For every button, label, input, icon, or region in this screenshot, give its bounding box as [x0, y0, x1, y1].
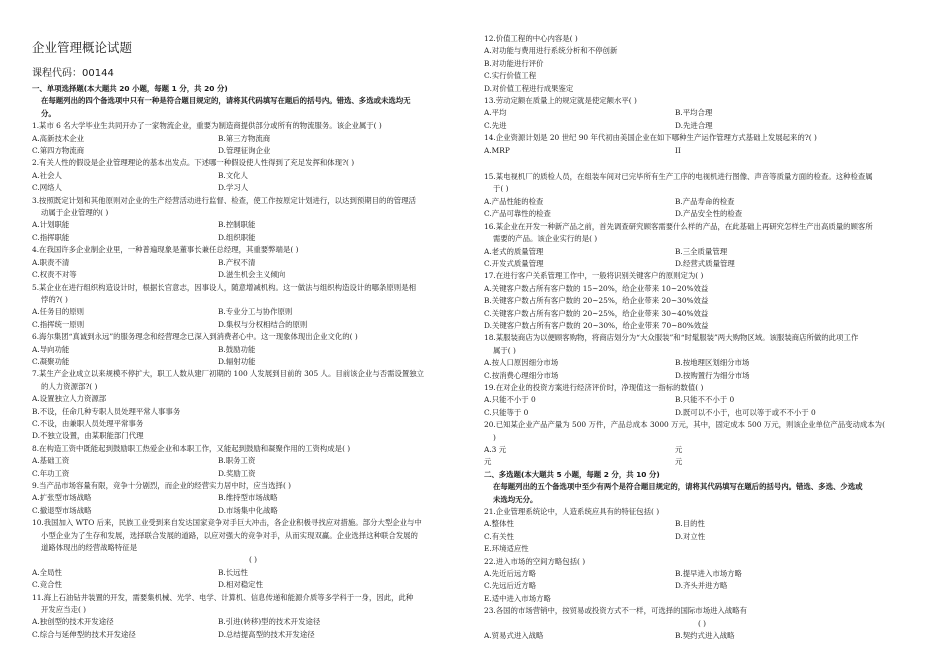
option-row	[484, 196, 920, 208]
option-line: C.实行价值工程	[484, 71, 537, 81]
option-left: A.导向功能	[32, 344, 70, 354]
course-code: 课程代码：00144	[32, 68, 114, 79]
option-left: A.社会人	[32, 170, 62, 180]
option-row	[484, 568, 920, 580]
option-line: B.不设，任命几种专职人员处理平常人事事务	[32, 406, 181, 416]
question-text: 8.在构造工资中既能起到鼓励职工热爱企业和本职工作，又能起到鼓励和凝聚作用的工资构成是( )	[32, 443, 351, 453]
option-left: A.基础工资	[32, 456, 70, 466]
option-row	[32, 232, 474, 244]
option-left: C.开发式质量管理	[484, 258, 544, 268]
option-line: A.关键客户数占所有客户数的 15~20%，给企业带来 10~20%效益	[484, 283, 709, 293]
option-right: B.引进(转移)型的技术开发途径	[218, 617, 321, 627]
question-text: 17.在进行客户关系管理工作中，一般将识别关键客户的原则定为( )	[484, 271, 704, 281]
option-right: B.鼓励功能	[218, 344, 256, 354]
section-heading: 二、多选题(本大题共 5 小题，每题 2 分，共 10 分)	[484, 469, 660, 479]
option-right: D.辐射功能	[218, 356, 256, 366]
option-row	[32, 468, 474, 480]
page-title: 企业管理概论试题	[32, 40, 133, 55]
option-left: A.全局性	[32, 567, 62, 577]
option-left: A.任务目的原则	[32, 307, 85, 317]
option-right: D.奖励工资	[218, 468, 256, 478]
option-right: 元	[675, 445, 683, 454]
question-text: 11.海上石油钻井装置的开发，需要集机械、光学、电学、计算机、信息传递和能源介质等多学科于一身，因此，此种	[32, 592, 414, 602]
option-left: A.先近后远方略	[484, 569, 537, 579]
option-row	[484, 407, 920, 419]
option-right: B.只能不不小于 0	[675, 395, 735, 405]
option-row	[32, 145, 474, 157]
question-text: 20.已知某企业产品产量为 500 万件，产品总成本 3000 万元，其中，固定成本 500 万元，则该企业单位产品变动成本为(	[484, 420, 885, 430]
option-row	[32, 356, 474, 368]
option-left: A.老式的质量管理	[484, 246, 544, 256]
option-line: B.对功能进行评价	[484, 58, 544, 68]
option-left: A.职责不清	[32, 257, 70, 267]
option-line: C.关键客户数占所有客户数的 20~25%，给企业带来 30~40%效益	[484, 308, 709, 318]
option-left: A.平均	[484, 108, 507, 118]
option-row	[484, 580, 920, 592]
option-left: C.竞合性	[32, 580, 62, 590]
option-left: C.产品可靠性的检查	[484, 209, 551, 219]
option-line: D.不独立设置，由某职能部门代理	[32, 431, 144, 441]
option-row	[484, 630, 920, 642]
section-instruction: 在每题列出的四个备选项中只有一种是符合题目规定的，请将其代码填写在题后的括号内。错选、多选或未选均无	[41, 96, 411, 106]
option-right: B.职务工资	[218, 456, 256, 466]
option-row	[32, 133, 474, 145]
option-left: A.产品性能的检查	[484, 196, 544, 206]
option-left: C.有关性	[484, 531, 514, 541]
question-text: 19.在对企业的投资方案进行经济评价时，净现值这一指标的数值( )	[484, 382, 704, 392]
option-right: B.文化人	[218, 170, 248, 180]
option-left: A.按人口原因细分市场	[484, 358, 559, 368]
option-row	[484, 518, 920, 530]
option-line: D.对价值工程进行成果鉴定	[484, 83, 574, 93]
answer-blank: ( )	[248, 555, 258, 565]
question-text-continued: 小型企业为了生存和发展，选择联合发展的道路，以应对强大的竞争对手，从而实现双赢。企业选择这种联合发展的	[41, 530, 418, 540]
option-row	[32, 170, 474, 182]
question-text: 22.进入市场的空间方略包括( )	[484, 556, 586, 566]
option-left: C.年功工资	[32, 468, 70, 478]
option-line: A.对功能与费用进行系统分析和不停创新	[484, 46, 618, 56]
question-text: 1.某市 6 名大学毕业生共同开办了一家物流企业，重要为制造商提供部分或所有的物流服务。该企业属于( )	[32, 121, 382, 131]
option-left: A.贸易式进入战略	[484, 631, 544, 641]
option-right: B.专业分工与协作原则	[218, 307, 293, 317]
option-right: D.经营式质量管理	[675, 258, 735, 268]
right-question-list	[484, 33, 920, 643]
section-instruction: 未选均无分。	[493, 494, 538, 504]
question-text-continued: 需要的产品。该企业实行的是( )	[493, 234, 598, 244]
option-right: D.相对稳定性	[218, 580, 263, 590]
left-question-list	[32, 83, 474, 641]
option-row	[484, 258, 920, 270]
option-row	[484, 145, 920, 157]
option-left: A.整体性	[484, 519, 514, 529]
option-left: C.先远后近方略	[484, 581, 537, 591]
question-text: 18.某服装商店为以便顾客购物，将商店划分为“大众服装”和“时髦服装”两大购物区域。该服装商店所做的此项工作	[484, 333, 859, 343]
question-text-continued: 道路体现出的经营战略特征是	[41, 543, 138, 553]
option-row	[32, 182, 474, 194]
option-left: C.指挥职能	[32, 232, 70, 242]
question-text: 3.按照既定计划和其他原则对企业的生产经营活动进行监督、检查，使工作按原定计划进行，以达到预期目的的管理活	[32, 195, 416, 205]
option-left: 元	[484, 457, 492, 467]
option-row	[484, 357, 920, 369]
question-text: 21.企业管理系统论中，人造系统应具有的特征包括( )	[484, 507, 660, 517]
option-left: C.按消费心理细分市场	[484, 370, 559, 380]
question-text: 23.各国的市场营销中，按贸易或投资方式不一样，可选择的国际市场进入战略有	[484, 606, 748, 616]
option-row	[484, 120, 920, 132]
option-left: C.撤退型市场战略	[32, 505, 92, 515]
question-text: 15.某电视机厂的质检人员，在组装车间对已完毕所有生产工序的电视机进行图像、声音等质量方面的检查。这种检查属	[484, 172, 873, 182]
question-text: 14.企业资源计划是 20 世纪 90 年代初由美国企业在如下哪种生产运作管理方式基础上发展起来的?( )	[484, 133, 817, 143]
section-instruction: 分。	[41, 108, 56, 118]
option-right: B.控制职能	[218, 220, 256, 230]
question-text-continued: )	[493, 432, 496, 442]
option-left: A.MRP	[484, 145, 510, 155]
option-row	[484, 394, 920, 406]
option-right: B.三全质量管理	[675, 246, 728, 256]
left-column	[32, 0, 474, 641]
spacer	[484, 157, 920, 171]
question-text: 2.有关人性的假设是企业管理理论的基本出发点。下述哪一种假设使人性得到了充足发挥和体现?( )	[32, 158, 355, 168]
option-row	[32, 219, 474, 231]
option-right: B.契约式进入战略	[675, 631, 735, 641]
option-left: C.网络人	[32, 183, 62, 193]
question-text-continued: 的人力资源部?( )	[41, 381, 98, 391]
option-right: B.平均合理	[675, 108, 713, 118]
option-right: B.长远性	[218, 567, 248, 577]
question-text-continued: 悖的?( )	[41, 294, 68, 304]
right-column	[484, 0, 920, 643]
option-line: E.适中进入市场方略	[484, 593, 551, 603]
question-text: 16.某企业在开发一种新产品之前，首先调查研究顾客需要什么样的产品，在此基础上再研究怎样生产出高质量的顾客所	[484, 221, 873, 231]
option-right: D.对立性	[675, 531, 706, 541]
option-left: C.先进	[484, 120, 507, 130]
option-row	[32, 306, 474, 318]
option-left: A.计划职能	[32, 220, 70, 230]
option-row	[32, 579, 474, 591]
question-text-continued: 动属于企业管理的( )	[41, 208, 109, 218]
option-right: D.滋生机会主义倾向	[218, 270, 286, 280]
option-right: B.提早进入市场方略	[675, 569, 742, 579]
option-row	[32, 505, 474, 517]
option-right: D.组织职能	[218, 232, 256, 242]
option-row	[484, 456, 920, 468]
option-row	[484, 107, 920, 119]
option-right: D.市场集中化战略	[218, 505, 278, 515]
option-left: C.指挥统一原则	[32, 319, 85, 329]
question-text: 9.当产品市场容量有限，竞争十分剧烈，而企业的经营实力居中时，应当选择( )	[32, 481, 292, 490]
option-left: C.综合与延伸型的技术开发途径	[32, 629, 136, 639]
question-text: 5.某企业在进行组织构造设计时，根据长官意志，因事设人，随意增减机构。这一做法与组织构造设计的哪条原则是相	[32, 282, 416, 292]
option-right: D.总结提高型的技术开发途径	[218, 629, 315, 639]
option-right: B.产品寿命的检查	[675, 196, 735, 206]
option-row	[32, 567, 474, 579]
question-text-continued: 于( )	[493, 184, 509, 194]
option-right: B.维持型市场战略	[218, 493, 278, 503]
option-left: C.凝聚功能	[32, 356, 70, 366]
option-row	[484, 444, 920, 456]
option-right: D.产品安全性的检查	[675, 209, 743, 219]
option-right: 元	[675, 457, 683, 467]
option-left: A.扩张型市场战略	[32, 493, 92, 503]
option-row	[484, 246, 920, 258]
option-row	[32, 616, 474, 628]
option-row	[484, 531, 920, 543]
option-right: II	[675, 145, 681, 155]
option-row	[32, 257, 474, 269]
option-right: B.产权不清	[218, 257, 256, 267]
question-text: 10.我国加入 WTO 后来，民族工业受到来自发达国家竞争对手巨大冲击，各企业积极寻找应对措施。部分大型企业与中	[32, 518, 422, 528]
answer-blank: ( )	[697, 618, 707, 628]
option-right: B.按地理区划细分市场	[675, 358, 750, 368]
option-row	[32, 344, 474, 356]
question-text-continued: 属于( )	[493, 345, 516, 355]
option-row	[32, 455, 474, 467]
question-text: 12.价值工程的中心内容是( )	[484, 34, 578, 43]
option-left: C.第四方物流商	[32, 146, 85, 156]
section-heading: 一、单项选择题(本大题共 20 小题，每题 1 分，共 20 分)	[32, 84, 228, 93]
option-row	[32, 319, 474, 331]
question-text: 7.某生产企业成立以来规模不停扩大，职工人数从建厂初期的 100 人发展到目前的 305 人。目前该企业与否需设置独立	[32, 369, 425, 379]
option-right: D.先进合理	[675, 120, 713, 130]
option-line: D.关键客户数占所有客户数的 20~30%，给企业带来 70~80%效益	[484, 320, 709, 330]
option-right: D.既可以不小于，也可以等于或不不小于 0	[675, 407, 816, 417]
option-row	[32, 492, 474, 504]
option-line: B.关键客户数占所有客户数的 20~25%，给企业带来 20~30%效益	[484, 296, 709, 306]
option-right: D.按购置行为细分市场	[675, 370, 750, 380]
option-row	[484, 208, 920, 220]
option-left: A.只能不小于 0	[484, 395, 536, 405]
option-line: C.不设，由兼职人员处理平常事务	[32, 418, 144, 428]
option-row	[32, 629, 474, 641]
option-left: A.3 元	[484, 445, 507, 454]
question-text: 4.在我国许多企业制企业里，一种普遍现象是董事长兼任总经理，其重要弊端是( )	[32, 245, 299, 255]
question-text: 13.劳动定额在质量上的规定就是使定额水平( )	[484, 96, 637, 106]
question-text-continued: 开发应当走( )	[41, 605, 87, 615]
option-row	[32, 269, 474, 281]
option-line: A.设置独立人力资源部	[32, 394, 107, 404]
option-left: C.只能等于 0	[484, 407, 529, 417]
option-row	[484, 370, 920, 382]
option-right: B.第三方物流商	[218, 133, 271, 143]
option-right: B.目的性	[675, 519, 705, 529]
option-line: E.环境适应性	[484, 544, 529, 554]
option-right: D.管理征询企业	[218, 146, 271, 156]
option-left: A.高新技术企业	[32, 133, 85, 143]
question-text: 6.海尔集团“真诚到永远”的服务理念和经营理念已深入到消费者心中。这一现象体现出企业文化的( )	[32, 332, 358, 342]
option-left: A.独创型的技术开发途径	[32, 617, 114, 627]
section-instruction: 在每题列出的五个备选项中至少有两个是符合题目规定的，请将其代码填写在题后的括号内。错选、多选、少选或	[493, 482, 863, 492]
option-right: D.学习人	[218, 183, 249, 193]
option-right: D.齐头并进方略	[675, 581, 728, 591]
option-left: C.权责不对等	[32, 270, 77, 280]
option-right: D.集权与分权相结合的原则	[218, 319, 308, 329]
